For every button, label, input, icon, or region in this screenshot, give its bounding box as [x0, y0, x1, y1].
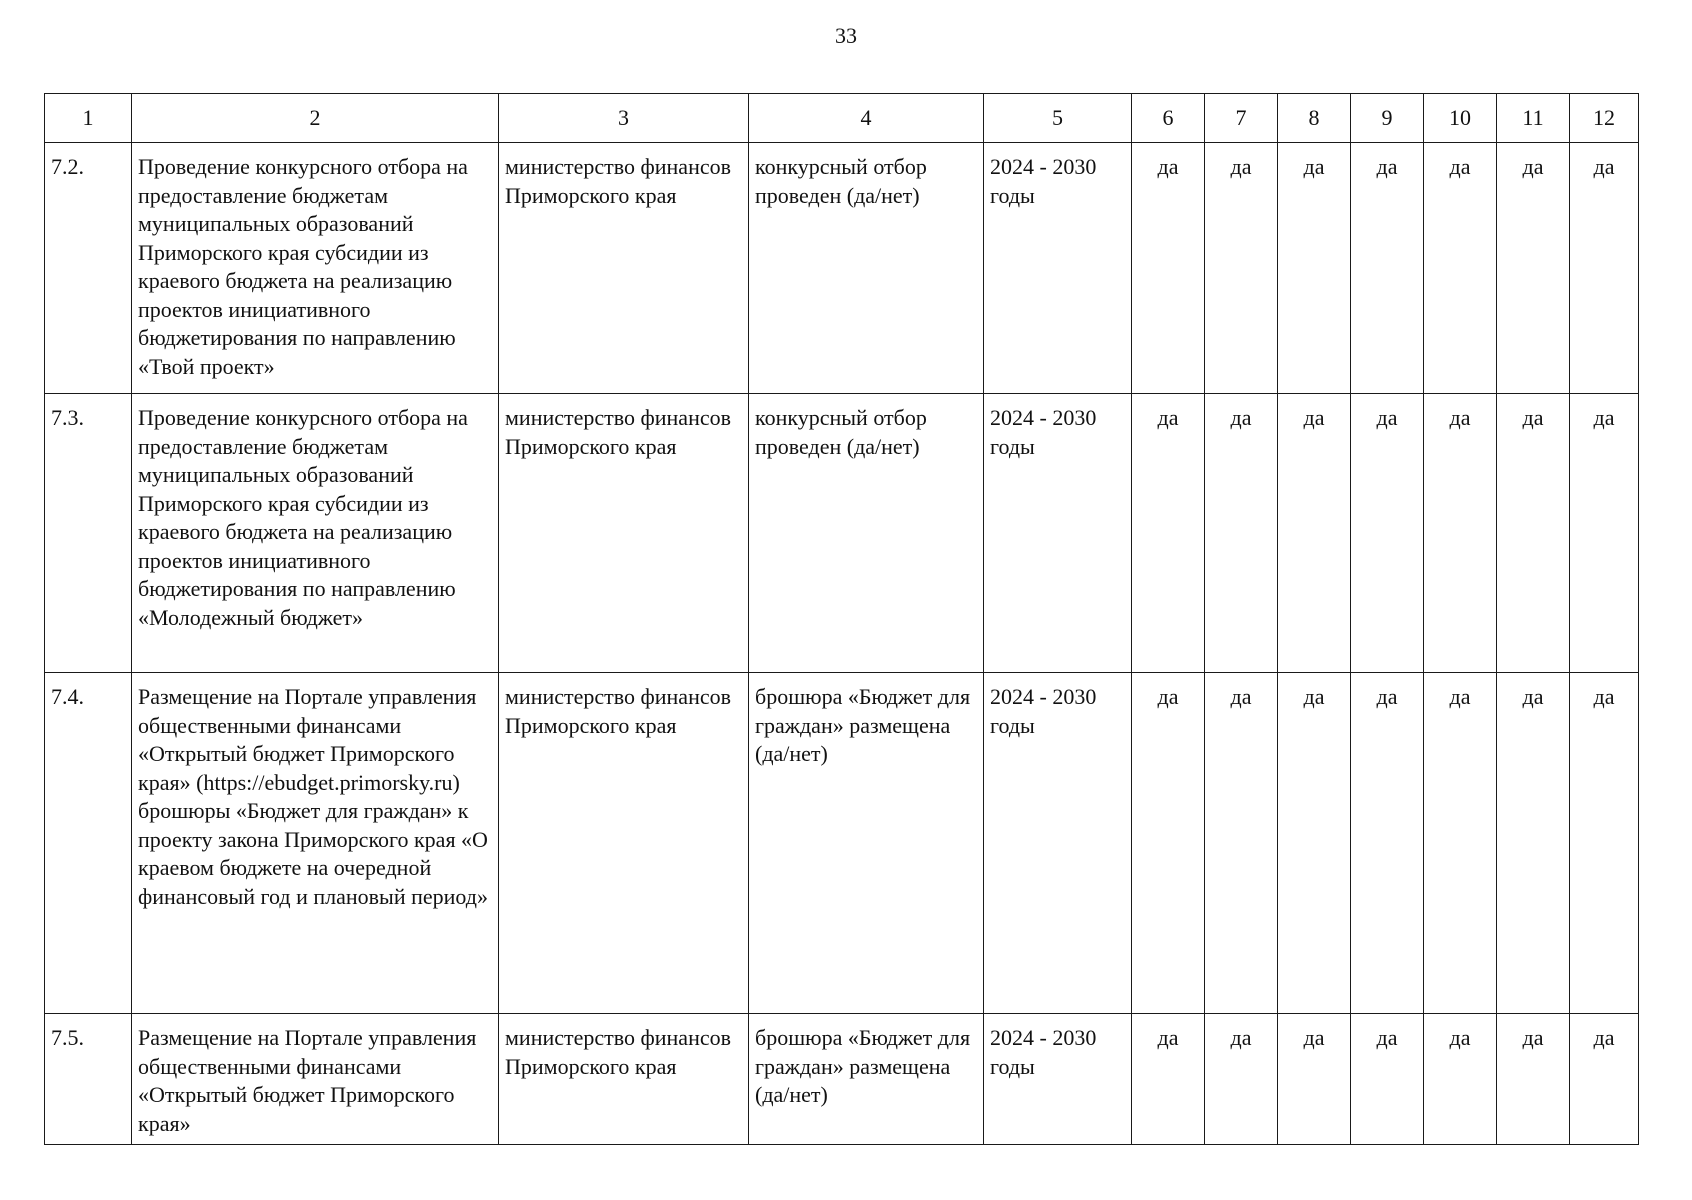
yes-no-value: да — [1205, 1014, 1278, 1145]
row-number: 7.4. — [45, 673, 132, 1014]
responsible-executor: министерство финансов Приморского края — [499, 673, 749, 1014]
yes-no-value: да — [1278, 1014, 1351, 1145]
program-events-table — [44, 93, 1639, 1145]
yes-no-value: да — [1497, 143, 1570, 394]
yes-no-value: да — [1570, 394, 1639, 673]
yes-no-value: да — [1497, 394, 1570, 673]
table-row — [45, 143, 1639, 394]
event-description: Размещение на Портале управления общественными финансами «Открытый бюджет Приморского края» — [132, 1014, 499, 1145]
column-header: 11 — [1497, 94, 1570, 143]
yes-no-value: да — [1351, 394, 1424, 673]
yes-no-value: да — [1497, 1014, 1570, 1145]
result-indicator: конкурсный отбор проведен (да/нет) — [749, 143, 984, 394]
row-number: 7.2. — [45, 143, 132, 394]
column-header: 2 — [132, 94, 499, 143]
yes-no-value: да — [1132, 673, 1205, 1014]
yes-no-value: да — [1424, 394, 1497, 673]
column-header: 12 — [1570, 94, 1639, 143]
table-row — [45, 673, 1639, 1014]
page-number: 33 — [835, 23, 857, 48]
yes-no-value: да — [1570, 673, 1639, 1014]
column-header: 10 — [1424, 94, 1497, 143]
yes-no-value: да — [1205, 143, 1278, 394]
event-description: Размещение на Портале управления общественными финансами «Открытый бюджет Приморского края» (https://ebudget.primorsky.ru) брошюры «Бюджет для граждан» к проекту закона Приморского края «О краевом бюджете на очередной финансовый год и плановый период» — [132, 673, 499, 1014]
column-header: 1 — [45, 94, 132, 143]
yes-no-value: да — [1351, 1014, 1424, 1145]
result-indicator: конкурсный отбор проведен (да/нет) — [749, 394, 984, 673]
column-header: 5 — [984, 94, 1132, 143]
implementation-period: 2024 - 2030 годы — [984, 673, 1132, 1014]
column-header: 8 — [1278, 94, 1351, 143]
event-description: Проведение конкурсного отбора на предоставление бюджетам муниципальных образований Приморского края субсидии из краевого бюджета на реализацию проектов инициативного бюджетирования по направлению «Молодежный бюджет» — [132, 394, 499, 673]
yes-no-value: да — [1570, 143, 1639, 394]
event-description: Проведение конкурсного отбора на предоставление бюджетам муниципальных образований Приморского края субсидии из краевого бюджета на реализацию проектов инициативного бюджетирования по направлению «Твой проект» — [132, 143, 499, 394]
responsible-executor: министерство финансов Приморского края — [499, 394, 749, 673]
yes-no-value: да — [1278, 394, 1351, 673]
yes-no-value: да — [1132, 394, 1205, 673]
row-number: 7.3. — [45, 394, 132, 673]
yes-no-value: да — [1497, 673, 1570, 1014]
implementation-period: 2024 - 2030 годы — [984, 143, 1132, 394]
column-header: 6 — [1132, 94, 1205, 143]
yes-no-value: да — [1424, 673, 1497, 1014]
column-header: 9 — [1351, 94, 1424, 143]
yes-no-value: да — [1132, 1014, 1205, 1145]
column-header: 4 — [749, 94, 984, 143]
table-row — [45, 1014, 1639, 1145]
row-number: 7.5. — [45, 1014, 132, 1145]
result-indicator: брошюра «Бюджет для граждан» размещена (да/нет) — [749, 1014, 984, 1145]
yes-no-value: да — [1424, 1014, 1497, 1145]
yes-no-value: да — [1424, 143, 1497, 394]
table-header-row — [45, 94, 1639, 143]
yes-no-value: да — [1205, 673, 1278, 1014]
yes-no-value: да — [1132, 143, 1205, 394]
yes-no-value: да — [1278, 673, 1351, 1014]
responsible-executor: министерство финансов Приморского края — [499, 143, 749, 394]
implementation-period: 2024 - 2030 годы — [984, 1014, 1132, 1145]
responsible-executor: министерство финансов Приморского края — [499, 1014, 749, 1145]
yes-no-value: да — [1351, 143, 1424, 394]
yes-no-value: да — [1278, 143, 1351, 394]
result-indicator: брошюра «Бюджет для граждан» размещена (да/нет) — [749, 673, 984, 1014]
yes-no-value: да — [1351, 673, 1424, 1014]
column-header: 3 — [499, 94, 749, 143]
table-row — [45, 394, 1639, 673]
yes-no-value: да — [1205, 394, 1278, 673]
implementation-period: 2024 - 2030 годы — [984, 394, 1132, 673]
column-header: 7 — [1205, 94, 1278, 143]
yes-no-value: да — [1570, 1014, 1639, 1145]
